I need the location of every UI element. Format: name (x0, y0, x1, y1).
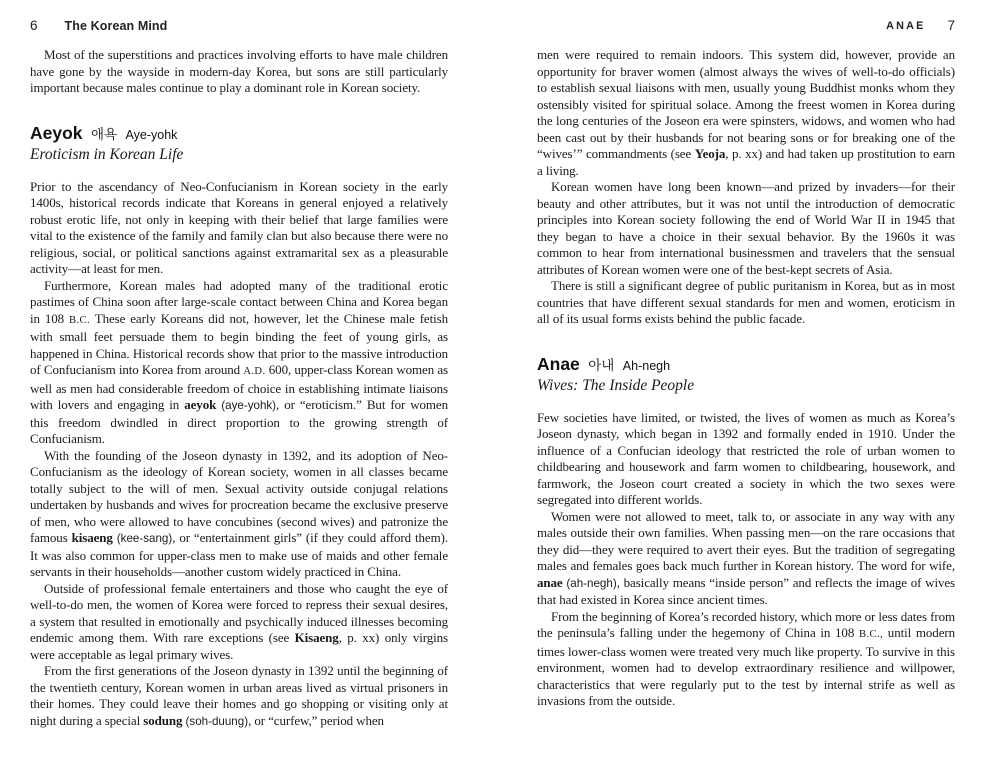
paragraph: With the founding of the Joseon dynasty in 1392, and its adoption of Neo-Confucianism as the ideology of Korean society, women in all classes became totally subject to the will of men. Sexual activity outside conjugal relations undertaken by husbands and wives for procreation became the exclusive preserve of men, who were allowed to have concubines (second wives) and patronize the famous kisaeng (kee-sang), or “entertainment girls” (if they could afford them). It was also common for upper-class men to make use of maids and other female servants in their households—another custom widely practiced in China. (30, 447, 448, 579)
running-head-left (30, 18, 448, 33)
paragraph: Prior to the ascendancy of Neo-Confucianism in Korean society in the early 1400s, historical records indicate that Koreans in general enjoyed a relatively robust erotic life, not only in keeping with their belief that large families were vital to the existence of the family and family clan but also because there were no religious, social, or political sanctions against extramarital sex as a pleasurable activity—at least for men. (30, 178, 448, 276)
entry-heading (30, 123, 448, 144)
pronunciation: (soh-duung) (185, 714, 249, 728)
pronunciation: (ah-negh) (566, 576, 617, 590)
running-head-right (537, 18, 955, 33)
page-number-left: 6 (30, 18, 38, 33)
bold-term: anae (537, 574, 563, 590)
page-body-left (30, 47, 448, 730)
entry-hangul: 아내 (588, 357, 615, 374)
pronunciation: (kee-sang) (116, 532, 173, 545)
paragraph: Furthermore, Korean males had adopted many of the traditional erotic pastimes of China soon after large-scale contact between China and Korea began in 108 B.C. These early Koreans did not, however, let the Chinese male fetish with small feet persuade them to begin binding the feet of young girls, as happened in China. Historical records show that prior to the massive introduction of Confucianism into Korea from around A.D. 600, upper-class Korean women as well as men had considerable freedom of choice in establishing intimate liaisons with lovers and engaging in aeyok (aye-yohk), or “eroticism.” But for women this freedom dwindled in direct proportion to the growing strength of Confucianism. (30, 277, 448, 446)
paragraph: Most of the superstitions and practices involving efforts to have male children have gone by the wayside in modern-day Korea, but sons are still particularly important because males continue to play a dominant role in Korean society. (30, 47, 448, 95)
page-left (30, 0, 448, 767)
entry-heading (537, 354, 955, 375)
entry-pronunciation: Ah-negh (622, 358, 671, 373)
small-caps-date: B.C., (858, 629, 884, 640)
paragraph: Women were not allowed to meet, talk to, or associate in any way with any males outside their own families. When passing men—on the rare occasions that they did—they were required to avert their eyes. But the tradition of segregating males and females goes back much further in Korean history. The word for wife, anae (ah-negh), basically means “inside person” and reflects the image of wives that had existed in Korea since ancient times. (537, 508, 955, 607)
page-number-right: 7 (947, 18, 955, 33)
page-body-right (537, 47, 955, 710)
bold-term: aeyok (184, 397, 217, 412)
entry-term: Anae (537, 353, 580, 374)
running-head-title-right: ANAE (886, 19, 926, 32)
paragraph: Outside of professional female entertainers and those who caught the eye of well-to-do men, the women of Korea were forced to repress their sexual desires, a system that resulted in emotionally and psychically induced illnesses becoming endemic among them. With rare exceptions (see Kisaeng, p. xx) only virgins were acceptable as legal primary wives. (30, 580, 448, 662)
paragraph: Korean women have long been known—and prized by invaders—for their beauty and other attributes, but it was not until the introduction of democratic principles into Korean society following the end of World War II in 1945 that they began to have a choice in their sexual behavior. By the 1960s it was common to hear from international businessmen and travelers that the sensual attributes of Korean women were one of the best-kept secrets of Asia. (537, 179, 955, 277)
entry-term: Aeyok (30, 122, 83, 143)
bold-term: kisaeng (71, 530, 113, 545)
paragraph: men were required to remain indoors. This system did, however, provide an opportunity for braver women (almost always the wives of well-to-do officials) to establish sexual liaisons with men, usually young Buddhist monks whom they ostensibly visited for spiritual solace. Among the freest women in Korea during the long centuries of the Joseon era were spinsters, widows, and women who had been cast out by their husbands for not bearing sons or for breaking one of the “wives’” commandments (see Yeoja, p. xx) and had taken up prostitution to earn a living. (537, 47, 955, 178)
entry-pronunciation: Aye-yohk (125, 127, 178, 142)
small-caps-date: B.C. (69, 314, 91, 326)
paragraph: From the beginning of Korea’s recorded history, which more or less dates from the peninsula’s falling under the hegemony of China in 108 B.C., until modern times lower-class women were treated very much like property. To survive in this environment, women had to develop extraordinary resilience and willpower, characteristics that were regularly put to the test by internal strife as well as invasions from the outside. (537, 608, 955, 708)
pronunciation: (aye-yohk) (221, 399, 277, 412)
bold-term: Kisaeng (294, 630, 339, 645)
paragraph: There is still a significant degree of public puritanism in Korea, but as in most countries that have different sexual standards for men and women, eroticism in all of its usual forms exists behind the public facade. (537, 278, 955, 326)
paragraph: Few societies have limited, or twisted, the lives of women as much as Korea’s Joseon dynasty, which began in 1392 and formally ended in 1910. Under the influence of a Confucian ideology that restricted the role of urban women to childbearing and housework and farm women to childbearing, housework, and farmwork, the Joseon court created a society in which the two sexes were segregated into different worlds. (537, 409, 955, 507)
paragraph: From the first generations of the Joseon dynasty in 1392 until the beginning of the twentieth century, Korean women in urban areas lived as virtual prisoners in their homes. They could leave their homes and go shopping or visiting only at night during a special sodung (soh-duung), or “curfew,” period when (30, 663, 448, 728)
entry-subtitle: Eroticism in Korean Life (30, 145, 184, 163)
entry-subtitle: Wives: The Inside People (537, 376, 695, 394)
small-caps-date: A.D. (243, 366, 266, 377)
running-head-title-left: The Korean Mind (64, 19, 168, 33)
entry-hangul: 애욕 (90, 126, 118, 143)
bold-term: Yeoja (694, 146, 726, 161)
bold-term: sodung (143, 712, 183, 728)
page-right (537, 0, 955, 767)
